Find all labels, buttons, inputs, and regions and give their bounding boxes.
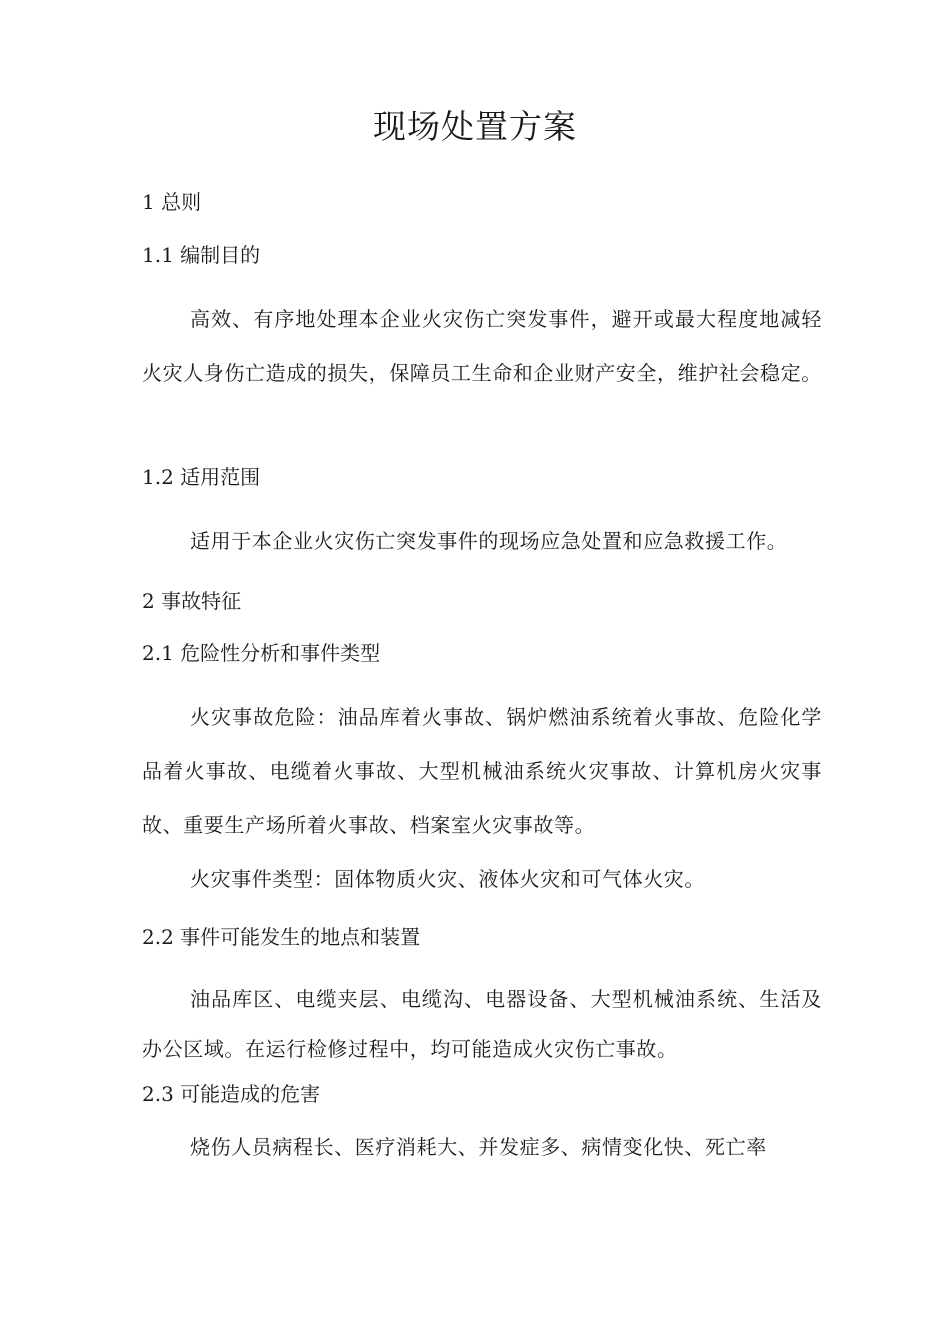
section-heading-1-1: 1.1 编制目的 xyxy=(142,243,261,267)
paragraph-fire-types: 火灾事件类型：固体物质火灾、液体火灾和可气体火灾。 xyxy=(190,867,705,891)
paragraph-scope: 适用于本企业火灾伤亡突发事件的现场应急处置和应急救援工作。 xyxy=(190,529,788,553)
section-heading-2-3: 2.3 可能造成的危害 xyxy=(142,1082,321,1106)
document-title: 现场处置方案 xyxy=(373,107,577,146)
section-heading-2-2: 2.2 事件可能发生的地点和装置 xyxy=(142,925,421,949)
section-heading-1: 1 总则 xyxy=(142,190,202,214)
paragraph-locations: 油品库区、电缆夹层、电缆沟、电器设备、大型机械油系统、生活及办公区域。在运行检修过程中，均可能造成火灾伤亡事故。 xyxy=(142,987,822,1061)
paragraph-hazard-analysis: 火灾事故危险：油品库着火事故、锅炉燃油系统着火事故、危险化学品着火事故、电缆着火事故、大型机械油系统火灾事故、计算机房火灾事故、重要生产场所着火事故、档案室火灾事故等。 xyxy=(142,705,822,837)
section-heading-2-1: 2.1 危险性分析和事件类型 xyxy=(142,641,381,665)
paragraph-hazards: 烧伤人员病程长、医疗消耗大、并发症多、病情变化快、死亡率 xyxy=(190,1135,767,1159)
paragraph-purpose: 高效、有序地处理本企业火灾伤亡突发事件，避开或最大程度地减轻火灾人身伤亡造成的损失，保障员工生命和企业财产安全，维护社会稳定。 xyxy=(142,307,822,385)
section-heading-2: 2 事故特征 xyxy=(142,589,242,613)
section-heading-1-2: 1.2 适用范围 xyxy=(142,465,261,489)
